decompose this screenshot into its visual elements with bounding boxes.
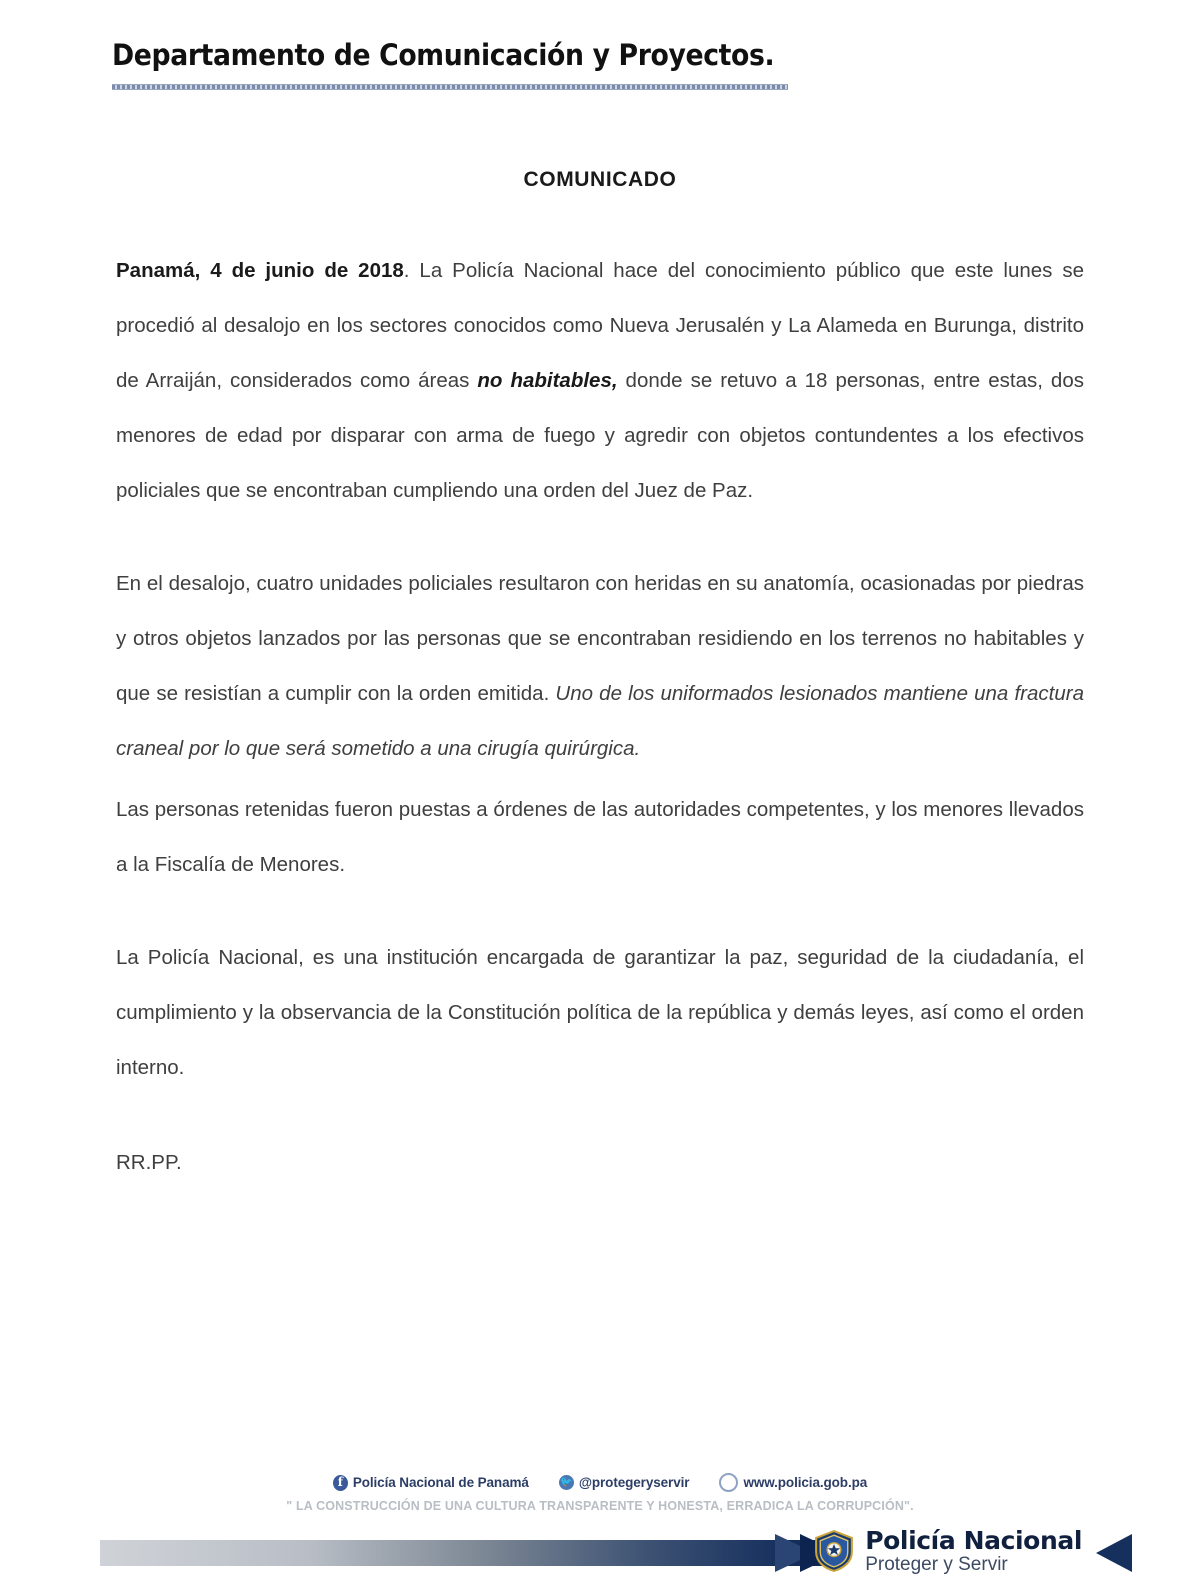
facebook-icon: f — [333, 1475, 348, 1491]
header-divider — [112, 84, 788, 90]
social-link-facebook-label: Policía Nacional de Panamá — [352, 1475, 529, 1490]
footer-slogan: " LA CONSTRUCCIÓN DE UNA CULTURA TRANSPARENTE Y HONESTA, ERRADICA LA CORRUPCIÓN". — [286, 1499, 914, 1513]
paragraph-2-part-a: En el desalojo, cuatro unidades policiales resultaron con heridas en su anatomía, ocasionadas por piedras y otros objetos lanzados por las personas que se encontraban residiendo en los terrenos no habitables y que se resistían a cumplir con la orden emitida. — [116, 572, 1084, 705]
paragraph-1-emphasis: no habitables, — [477, 369, 618, 392]
signature: RR.PP. — [116, 1151, 182, 1174]
document-heading: COMUNICADO — [523, 168, 677, 191]
paragraph-1-part-a: . La Policía Nacional hace del conocimiento público que este lunes se procedió al desalojo en los sectores conocidos como Nueva Jerusalén y La Alameda en Burunga, distrito de Arraiján, considerados como áreas — [116, 259, 1084, 392]
paragraph-2 — [116, 556, 1084, 776]
globe-icon — [719, 1473, 738, 1492]
dateline: Panamá, 4 de junio de 2018 — [116, 259, 404, 282]
paragraph-2-italic: Uno de los uniformados lesionados mantiene una fractura craneal por lo que será sometido a una cirugía quirúrgica. — [116, 682, 1084, 760]
social-link-twitter[interactable] — [559, 1475, 690, 1490]
paragraph-3: Las personas retenidas fueron puestas a órdenes de las autoridades competentes, y los menores llevados a la Fiscalía de Menores. — [116, 798, 1084, 876]
paragraph-4: La Policía Nacional, es una institución encargada de garantizar la paz, seguridad de la ciudadanía, el cumplimiento y la observancia de la Constitución política de la república y demás leyes, así como el orden interno. — [116, 946, 1084, 1079]
brand-text-block — [865, 1528, 1082, 1574]
footer-social-links — [0, 1473, 1200, 1492]
letterhead-header — [112, 38, 792, 90]
paragraph-1-part-b: donde se retuvo a 18 personas, entre estas, dos menores de edad por disparar con arma de fuego y agredir con objetos contundentes a los efectivos policiales que se encontraban cumpliendo una orden del Juez de Paz. — [116, 369, 1084, 502]
twitter-icon: 🐦 — [559, 1475, 574, 1490]
page-title: Departamento de Comunicación y Proyectos. — [112, 38, 775, 72]
social-link-website-label: www.policia.gob.pa — [743, 1475, 868, 1490]
police-badge-icon — [812, 1529, 856, 1573]
brand-lockup — [812, 1528, 1082, 1574]
social-link-twitter-label: @protegeryservir — [578, 1475, 690, 1490]
chevron-left-icon — [1096, 1534, 1132, 1572]
brand-motto: Proteger y Servir — [865, 1554, 1008, 1575]
social-link-website[interactable] — [719, 1473, 867, 1492]
paragraph-1 — [116, 243, 1084, 518]
footer-banner — [0, 1526, 1200, 1588]
letterhead-footer — [0, 1473, 1200, 1588]
banner-gradient-bar — [100, 1540, 840, 1566]
brand-name: Policía Nacional — [865, 1526, 1082, 1555]
document-body — [116, 243, 1084, 1190]
social-link-facebook[interactable] — [333, 1475, 529, 1491]
